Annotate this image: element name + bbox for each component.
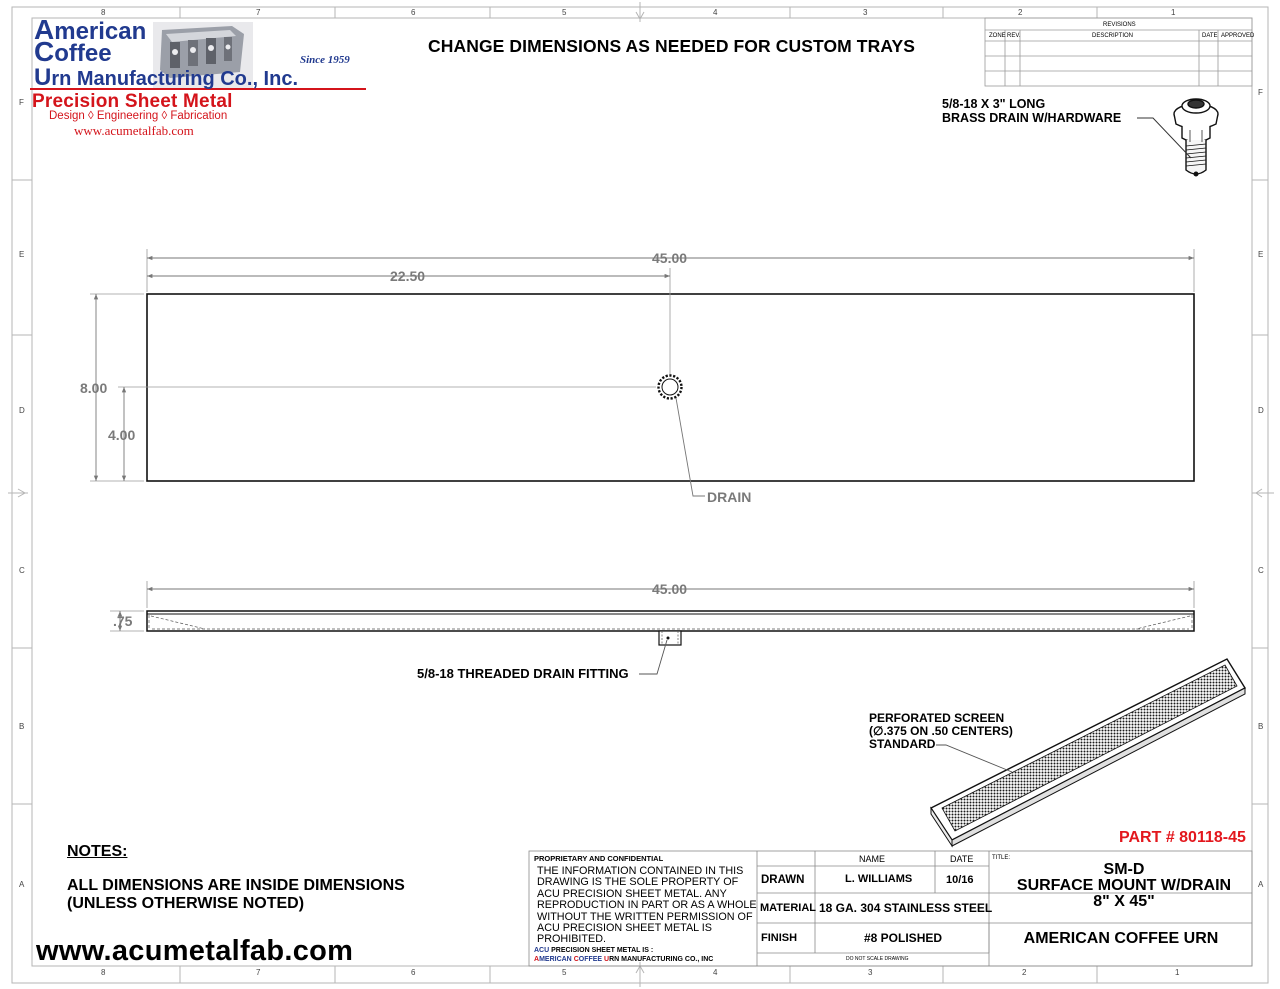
zone-top-1: 1: [1171, 8, 1176, 17]
tb-drawing-title: SM-D SURFACE MOUNT W/DRAIN 8" X 45": [1016, 861, 1232, 910]
tb-finish-value: #8 POLISHED: [864, 931, 943, 945]
zone-right-b: B: [1258, 722, 1264, 731]
zone-bottom-8: 8: [101, 968, 106, 977]
perforated-screen-callout: PERFORATED SCREEN (∅.375 ON .50 CENTERS) STANDARD: [869, 711, 1013, 751]
revisions-table: [985, 18, 1255, 86]
tb-material-label: MATERIAL: [760, 902, 817, 914]
zone-left-d: D: [19, 406, 25, 415]
sheet-border: [8, 2, 1274, 987]
logo-line-coffee: Coffee: [34, 36, 112, 67]
logo-tagline: Design ◊ Engineering ◊ Fabrication: [49, 110, 228, 122]
zone-top-2: 2: [1018, 8, 1023, 17]
zone-bottom-3: 3: [868, 968, 873, 977]
website-large[interactable]: www.acumetalfab.com: [36, 935, 354, 967]
dim-half-length: 22.50: [390, 268, 426, 284]
brass-drain-graphic: [1174, 99, 1218, 176]
zone-bottom-4: 4: [713, 968, 718, 977]
acu-line-2: AMERICAN COFFEE URN MANUFACTURING CO., INC: [534, 956, 714, 963]
dim-width: 8.00: [80, 380, 108, 396]
page-heading: CHANGE DIMENSIONS AS NEEDED FOR CUSTOM TRAYS: [428, 36, 915, 56]
zone-right-d: D: [1258, 406, 1264, 415]
tb-finish-label: FINISH: [761, 932, 798, 944]
zone-right-c: C: [1258, 566, 1264, 575]
zone-left-b: B: [19, 722, 25, 731]
zone-left-a: A: [19, 880, 25, 889]
tb-no-scale: DO NOT SCALE DRAWING: [846, 956, 909, 962]
logo-website: www.acumetalfab.com: [74, 123, 194, 138]
acu-line-1: ACU PRECISION SHEET METAL IS :: [534, 947, 654, 954]
tb-date-header: DATE: [950, 854, 974, 864]
part-number: PART # 80118-45: [1119, 829, 1246, 846]
revisions-col-zone: ZONE: [989, 33, 1006, 39]
revisions-col-approved: APPROVED: [1221, 33, 1255, 39]
tb-title-label: TITLE:: [992, 855, 1011, 861]
zone-top-6: 6: [411, 8, 416, 17]
isometric-tray: [931, 659, 1245, 846]
dim-side-length: 45.00: [652, 581, 688, 597]
logo-division: Precision Sheet Metal: [32, 91, 233, 112]
zone-top-5: 5: [562, 8, 567, 17]
tb-name-header: NAME: [859, 854, 886, 864]
logo-line-urn: Urn Manufacturing Co., Inc.: [34, 64, 299, 91]
zone-top-3: 3: [863, 8, 868, 17]
tb-company: AMERICAN COFFEE URN: [1023, 930, 1219, 947]
dim-depth: .75: [113, 613, 133, 629]
zone-right-a: A: [1258, 880, 1264, 889]
logo-since: Since 1959: [300, 54, 350, 66]
zone-bottom-2: 2: [1022, 968, 1027, 977]
revisions-title: REVISIONS: [1103, 22, 1136, 28]
notes-heading: NOTES:: [67, 843, 128, 860]
proprietary-text: THE INFORMATION CONTAINED IN THIS DRAWING IS THE SOLE PROPERTY OF ACU PRECISION SHEET METAL. ANY REPRODUCTION IN PART OR AS A WHOLE WITHOUT THE WRITTEN PERMISSION OF ACU PRECISION SHEET METAL IS PROHIBITED.: [537, 865, 757, 946]
revisions-col-description: DESCRIPTION: [1092, 33, 1134, 39]
revisions-col-rev: REV.: [1007, 33, 1021, 39]
zone-bottom-6: 6: [411, 968, 416, 977]
zone-right-e: E: [1258, 250, 1264, 259]
revisions-col-date: DATE: [1202, 33, 1218, 39]
drain-hardware-callout: 5/8-18 X 3" LONG BRASS DRAIN W/HARDWARE: [942, 97, 1122, 125]
zone-top-8: 8: [101, 8, 106, 17]
notes-body: ALL DIMENSIONS ARE INSIDE DIMENSIONS (UNLESS OTHERWISE NOTED): [67, 877, 405, 912]
zone-top-4: 4: [713, 8, 718, 17]
tb-drawn-name: L. WILLIAMS: [845, 873, 913, 885]
zone-bottom-7: 7: [256, 968, 261, 977]
zone-right-f: F: [1258, 88, 1263, 97]
zone-left-c: C: [19, 566, 25, 575]
proprietary-heading: PROPRIETARY AND CONFIDENTIAL: [534, 854, 664, 863]
dim-half-width: 4.00: [108, 427, 136, 443]
dim-length: 45.00: [652, 250, 688, 266]
zone-left-e: E: [19, 250, 25, 259]
zone-left-f: F: [19, 98, 24, 107]
tb-material-value: 18 GA. 304 STAINLESS STEEL: [819, 901, 993, 915]
tb-drawn-label: DRAWN: [761, 874, 805, 886]
zone-top-7: 7: [256, 8, 261, 17]
drain-callout: DRAIN: [707, 489, 752, 505]
threaded-fitting-callout: 5/8-18 THREADED DRAIN FITTING: [417, 666, 629, 681]
logo-line-american: American: [34, 14, 147, 45]
top-view: [90, 249, 1194, 496]
zone-bottom-1: 1: [1175, 968, 1180, 977]
zone-bottom-5: 5: [562, 968, 567, 977]
tb-drawn-date: 10/16: [946, 874, 974, 886]
